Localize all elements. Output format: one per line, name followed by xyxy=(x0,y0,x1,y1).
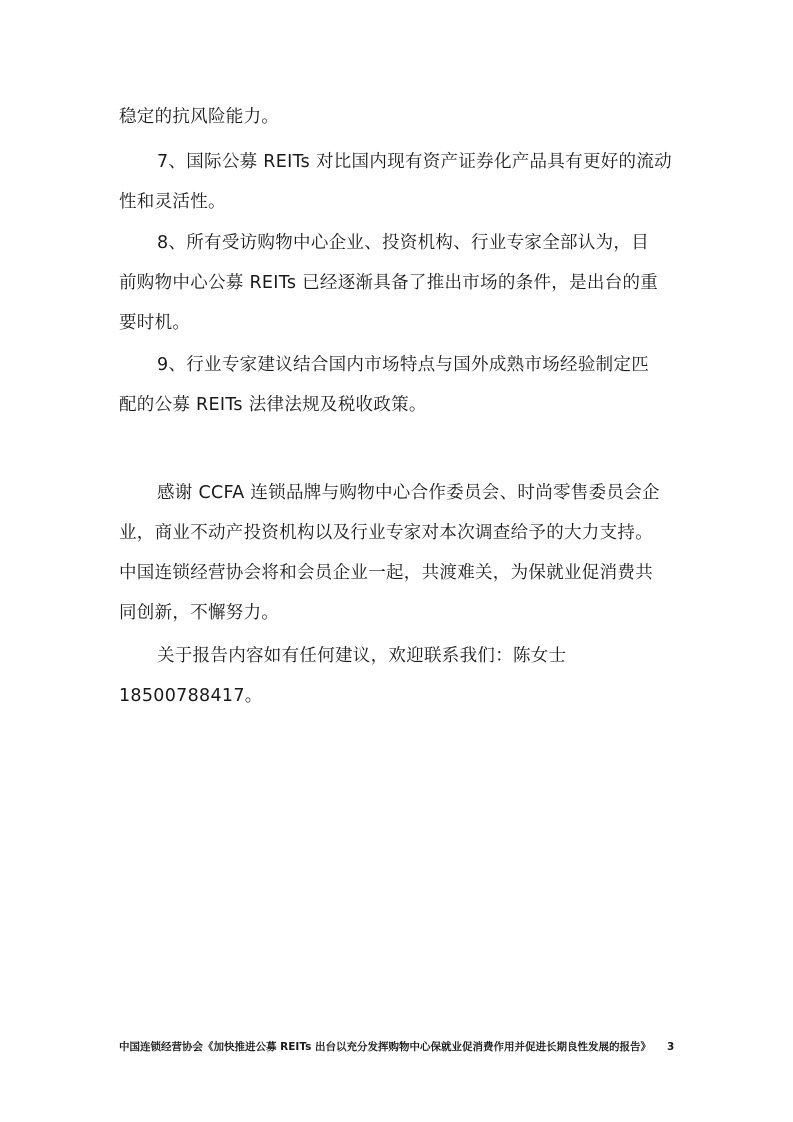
text-line: 中国连锁经营协会将和会员企业一起，共渡难关，为保就业促消费共 xyxy=(119,563,653,583)
paragraph-contact xyxy=(119,636,674,716)
paragraph-item-7 xyxy=(119,142,674,222)
text-line: 关于报告内容如有任何建议，欢迎联系我们：陈女士 xyxy=(157,646,567,666)
text-line: 9、行业专家建议结合国内市场特点与国外成熟市场经验制定匹 xyxy=(157,355,650,375)
text-line: 前购物中心公募 REITs 已经逐渐具备了推出市场的条件，是出台的重 xyxy=(119,273,659,293)
text-line: 同创新，不懈努力。 xyxy=(119,603,280,623)
page-number: 3 xyxy=(667,1041,675,1053)
page-footer: 中国连锁经营协会《加快推进公募 REITs 出台以充分发挥购物中心保就业促消费作用并促进长期良性发展的报告》 xyxy=(119,1041,651,1053)
paragraph-item-8 xyxy=(119,223,674,343)
paragraph-item-9 xyxy=(119,345,674,425)
paragraph-continuation xyxy=(119,97,674,137)
text-line: 稳定的抗风险能力。 xyxy=(119,107,280,127)
text-line: 业，商业不动产投资机构以及行业专家对本次调查给予的大力支持。 xyxy=(119,523,653,543)
text-line: 7、国际公募 REITs 对比国内现有资产证券化产品具有更好的流动 xyxy=(157,152,672,172)
text-line: 8、所有受访购物中心企业、投资机构、行业专家全部认为，目 xyxy=(157,233,650,253)
text-line: 18500788417。 xyxy=(119,686,263,706)
text-line: 配的公募 REITs 法律法规及税收政策。 xyxy=(119,395,427,415)
text-line: 感谢 CCFA 连锁品牌与购物中心合作委员会、时尚零售委员会企 xyxy=(157,483,660,503)
text-line: 要时机。 xyxy=(119,313,191,333)
paragraph-thanks xyxy=(119,473,674,633)
text-line: 性和灵活性。 xyxy=(119,192,226,212)
